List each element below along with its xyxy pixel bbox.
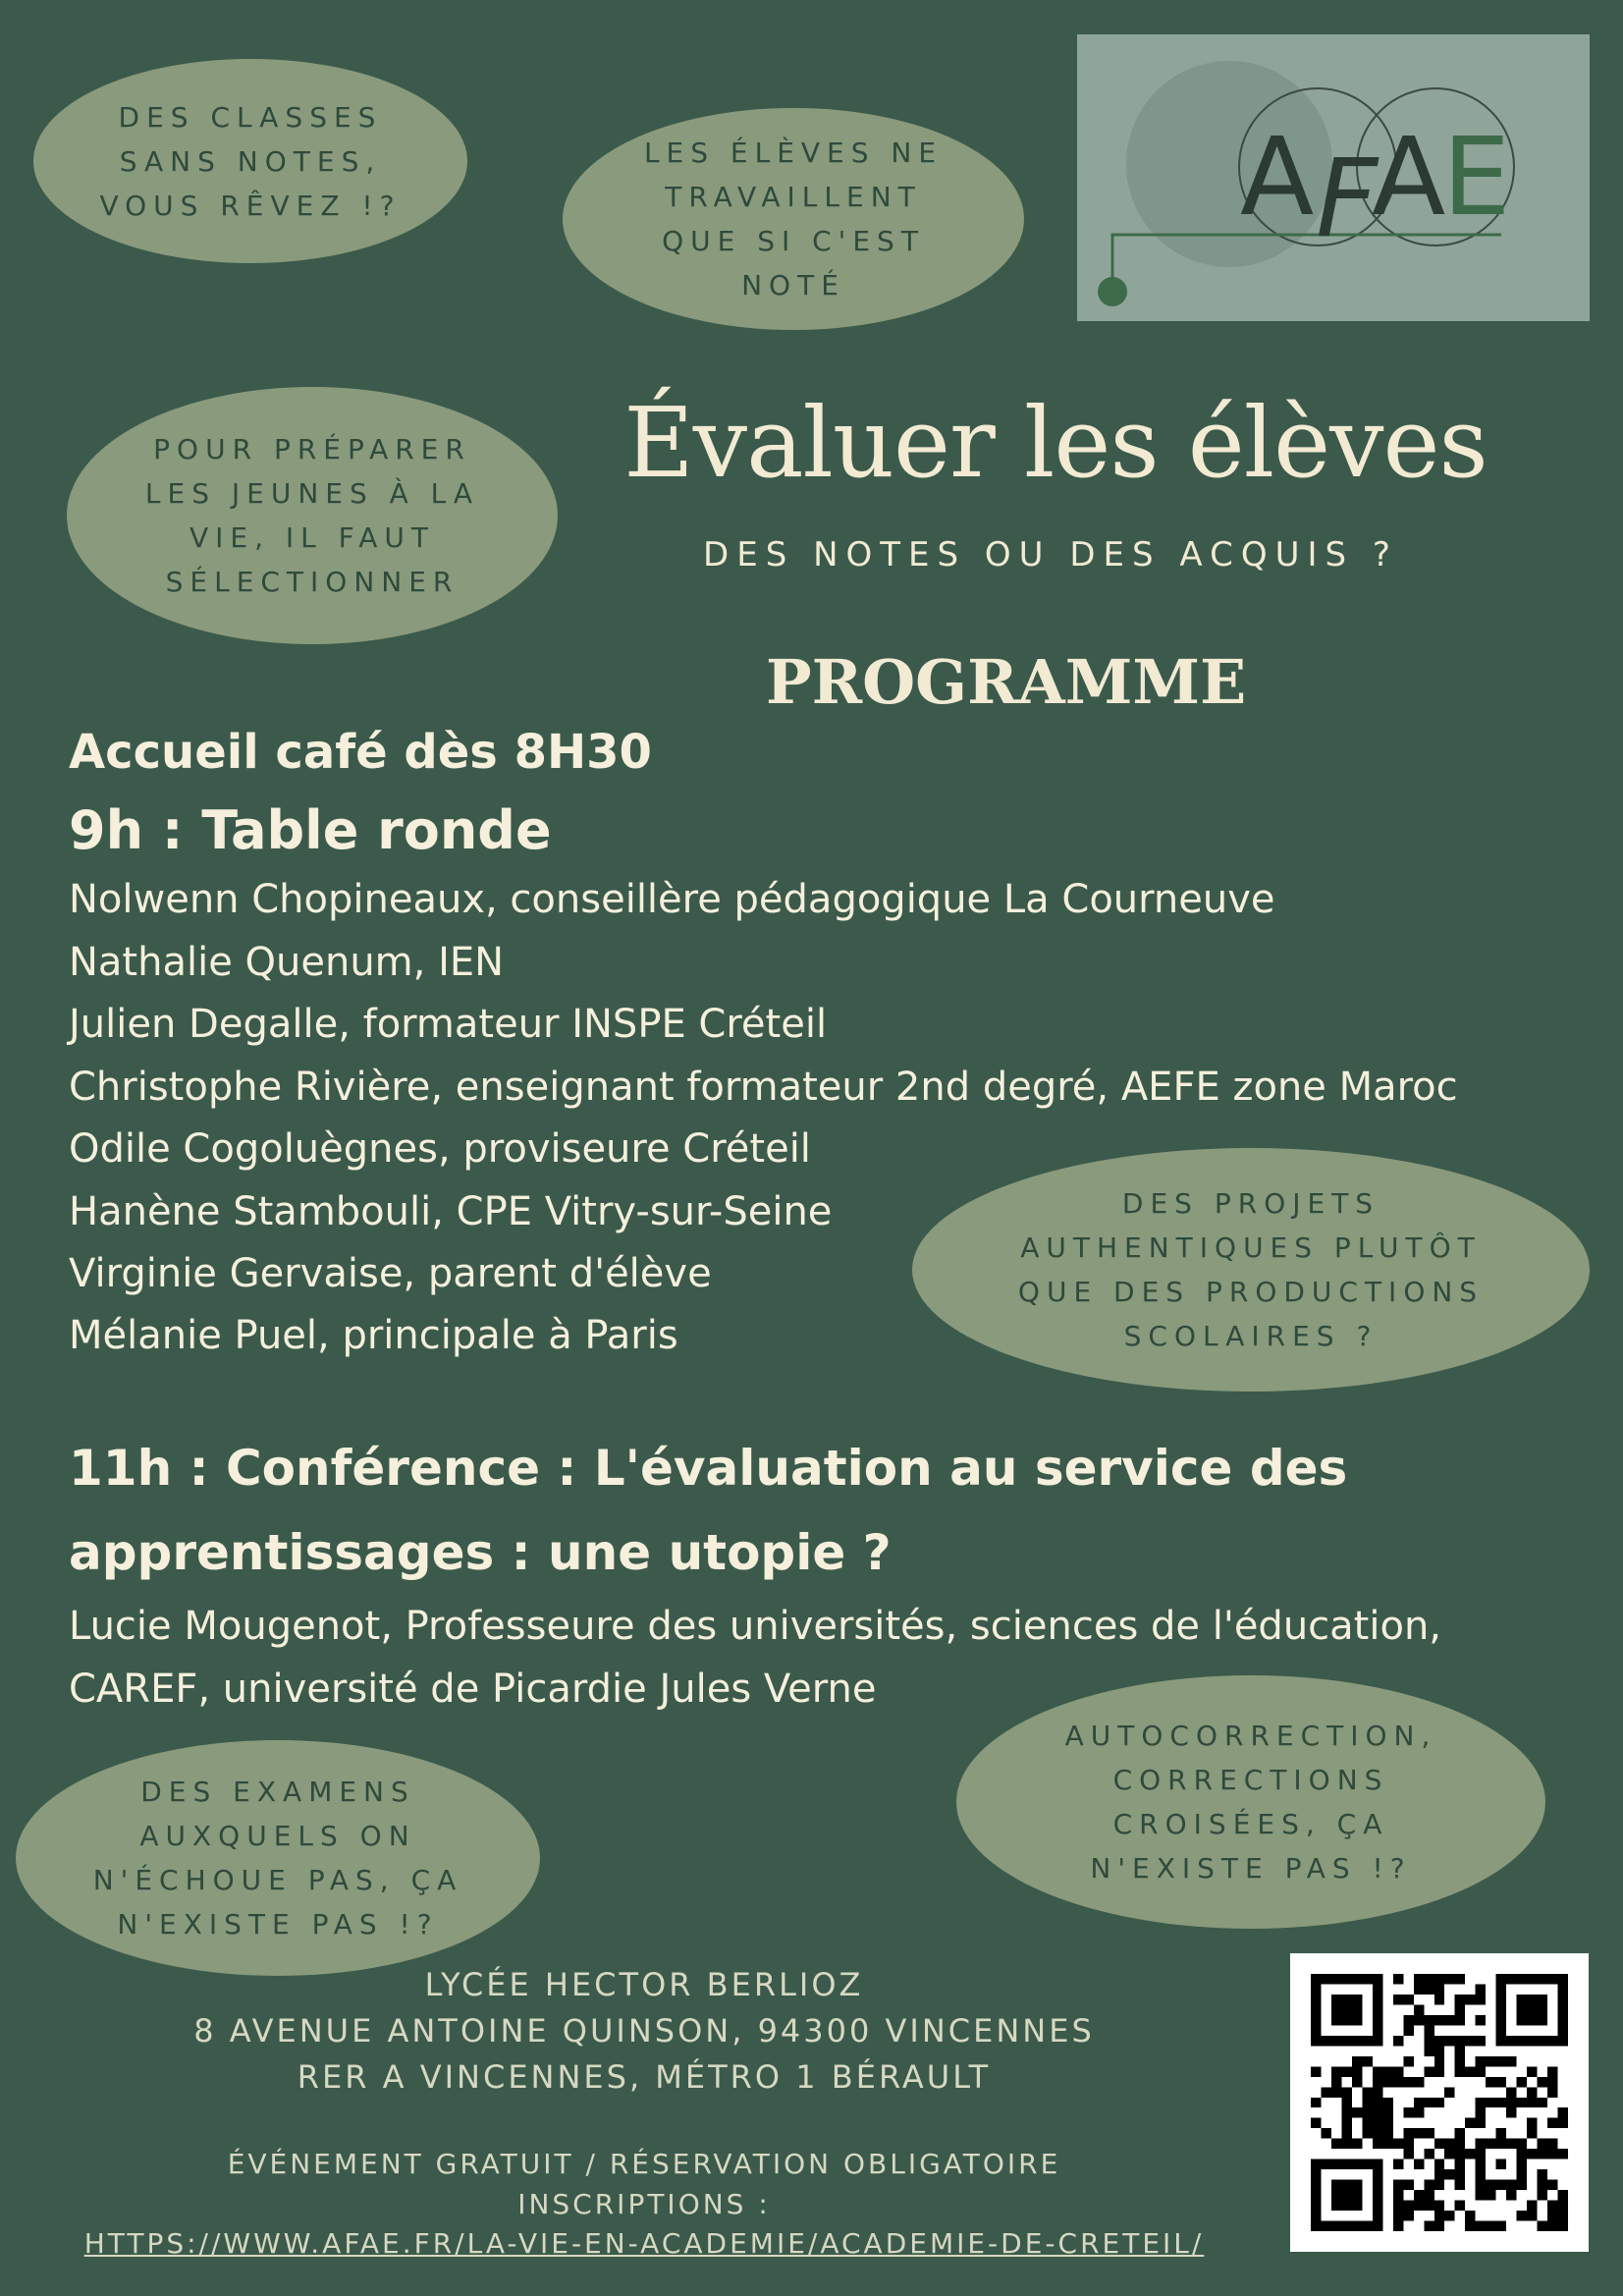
programme-heading: PROGRAMME — [766, 646, 1247, 718]
bubble-text: DES CLASSES — [118, 100, 383, 134]
conference-heading-line2: apprentissages : une utopie ? — [69, 1524, 892, 1581]
bubble-text: NOTÉ — [741, 269, 845, 301]
page-subtitle: DES NOTES OU DES ACQUIS ? — [703, 535, 1398, 574]
intervenant-item: Hanène Stambouli, CPE Vitry-sur-Seine — [69, 1189, 833, 1234]
bubble-examens — [16, 1740, 540, 1976]
logo-letter-a: A — [1240, 114, 1315, 240]
bubble-text: AUXQUELS ON — [139, 1820, 416, 1852]
bubble-text: DES PROJETS — [1121, 1187, 1380, 1220]
bubble-text: AUTHENTIQUES PLUTÔT — [1020, 1231, 1482, 1264]
bubble-text: DES EXAMENS — [140, 1776, 415, 1808]
bubble-preparer-jeunes — [67, 387, 558, 644]
bubble-text: QUE DES PRODUCTIONS — [1017, 1276, 1485, 1308]
bubble-text: AUTOCORRECTION, — [1064, 1720, 1437, 1752]
conference-heading-line1: 11h : Conférence : L'évaluation au service des — [69, 1440, 1348, 1497]
bubble-text: POUR PRÉPARER — [153, 433, 471, 465]
afae-logo — [1077, 34, 1590, 321]
venue-access: RER A VINCENNES, MÉTRO 1 BÉRAULT — [297, 2058, 992, 2096]
logo-letter-f: F — [1316, 136, 1379, 261]
logo-letter-a2: A — [1372, 114, 1446, 240]
registration-link[interactable]: HTTPS://WWW.AFAE.FR/LA-VIE-EN-ACADEMIE/ACADEMIE-DE-CRETEIL/ — [83, 2227, 1205, 2260]
bubble-text: TRAVAILLENT — [665, 181, 922, 213]
bubble-text: SÉLECTIONNER — [165, 566, 460, 598]
bubble-projets-authentiques — [912, 1148, 1590, 1392]
bubble-text: LES JEUNES À LA — [144, 477, 480, 510]
page-title: Évaluer les élèves — [623, 388, 1488, 500]
bubble-text: SANS NOTES, — [119, 144, 382, 178]
bubble-text: N'EXISTE PAS !? — [1090, 1852, 1412, 1885]
conferenciere-line2: CAREF, université de Picardie Jules Verne — [69, 1667, 877, 1712]
inscriptions-label: INSCRIPTIONS : — [517, 2188, 771, 2220]
accueil-heading: Accueil café dès 8H30 — [69, 725, 652, 780]
intervenant-item: Nathalie Quenum, IEN — [69, 940, 505, 985]
conferenciere-line1: Lucie Mougenot, Professeure des universités, sciences de l'éducation, — [69, 1604, 1442, 1649]
intervenant-item: Christophe Rivière, enseignant formateur 2nd degré, AEFE zone Maroc — [69, 1065, 1458, 1110]
bubble-text: LES ÉLÈVES NE — [643, 137, 944, 169]
intervenant-item: Odile Cogoluègnes, proviseure Créteil — [69, 1126, 811, 1172]
afae-logo-icon — [1077, 34, 1590, 321]
bubble-text: SCOLAIRES ? — [1123, 1320, 1379, 1352]
bubble-eleves-travaillent — [563, 108, 1024, 330]
intervenant-item: Julien Degalle, formateur INSPE Créteil — [69, 1002, 828, 1047]
bubble-classes-sans-notes — [33, 59, 467, 263]
bubble-text: CORRECTIONS — [1112, 1764, 1389, 1796]
bubble-text: VOUS RÊVEZ !? — [99, 189, 402, 222]
venue-address: 8 AVENUE ANTOINE QUINSON, 94300 VINCENNES — [193, 2012, 1095, 2050]
venue-name: LYCÉE HECTOR BERLIOZ — [424, 1966, 864, 2003]
bubble-autocorrection — [956, 1675, 1545, 1929]
intervenant-item: Nolwenn Chopineaux, conseillère pédagogique La Courneuve — [69, 877, 1275, 922]
bubble-text: QUE SI C'EST — [662, 225, 925, 257]
intervenant-item: Mélanie Puel, principale à Paris — [69, 1313, 678, 1358]
bubble-text: N'ÉCHOUE PAS, ÇA — [92, 1864, 463, 1896]
logo-letter-e: E — [1442, 114, 1511, 240]
bubble-text: VIE, IL FAUT — [189, 521, 435, 554]
bubble-text: N'EXISTE PAS !? — [117, 1908, 439, 1941]
qr-code-icon — [1290, 1953, 1589, 2252]
bubble-text: CROISÉES, ÇA — [1112, 1808, 1389, 1840]
qr-code[interactable] — [1290, 1953, 1589, 2252]
free-event-notice: ÉVÉNEMENT GRATUIT / RÉSERVATION OBLIGATOIRE — [227, 2148, 1061, 2180]
intervenant-item: Virginie Gervaise, parent d'élève — [69, 1251, 712, 1296]
table-ronde-heading: 9h : Table ronde — [69, 799, 552, 861]
